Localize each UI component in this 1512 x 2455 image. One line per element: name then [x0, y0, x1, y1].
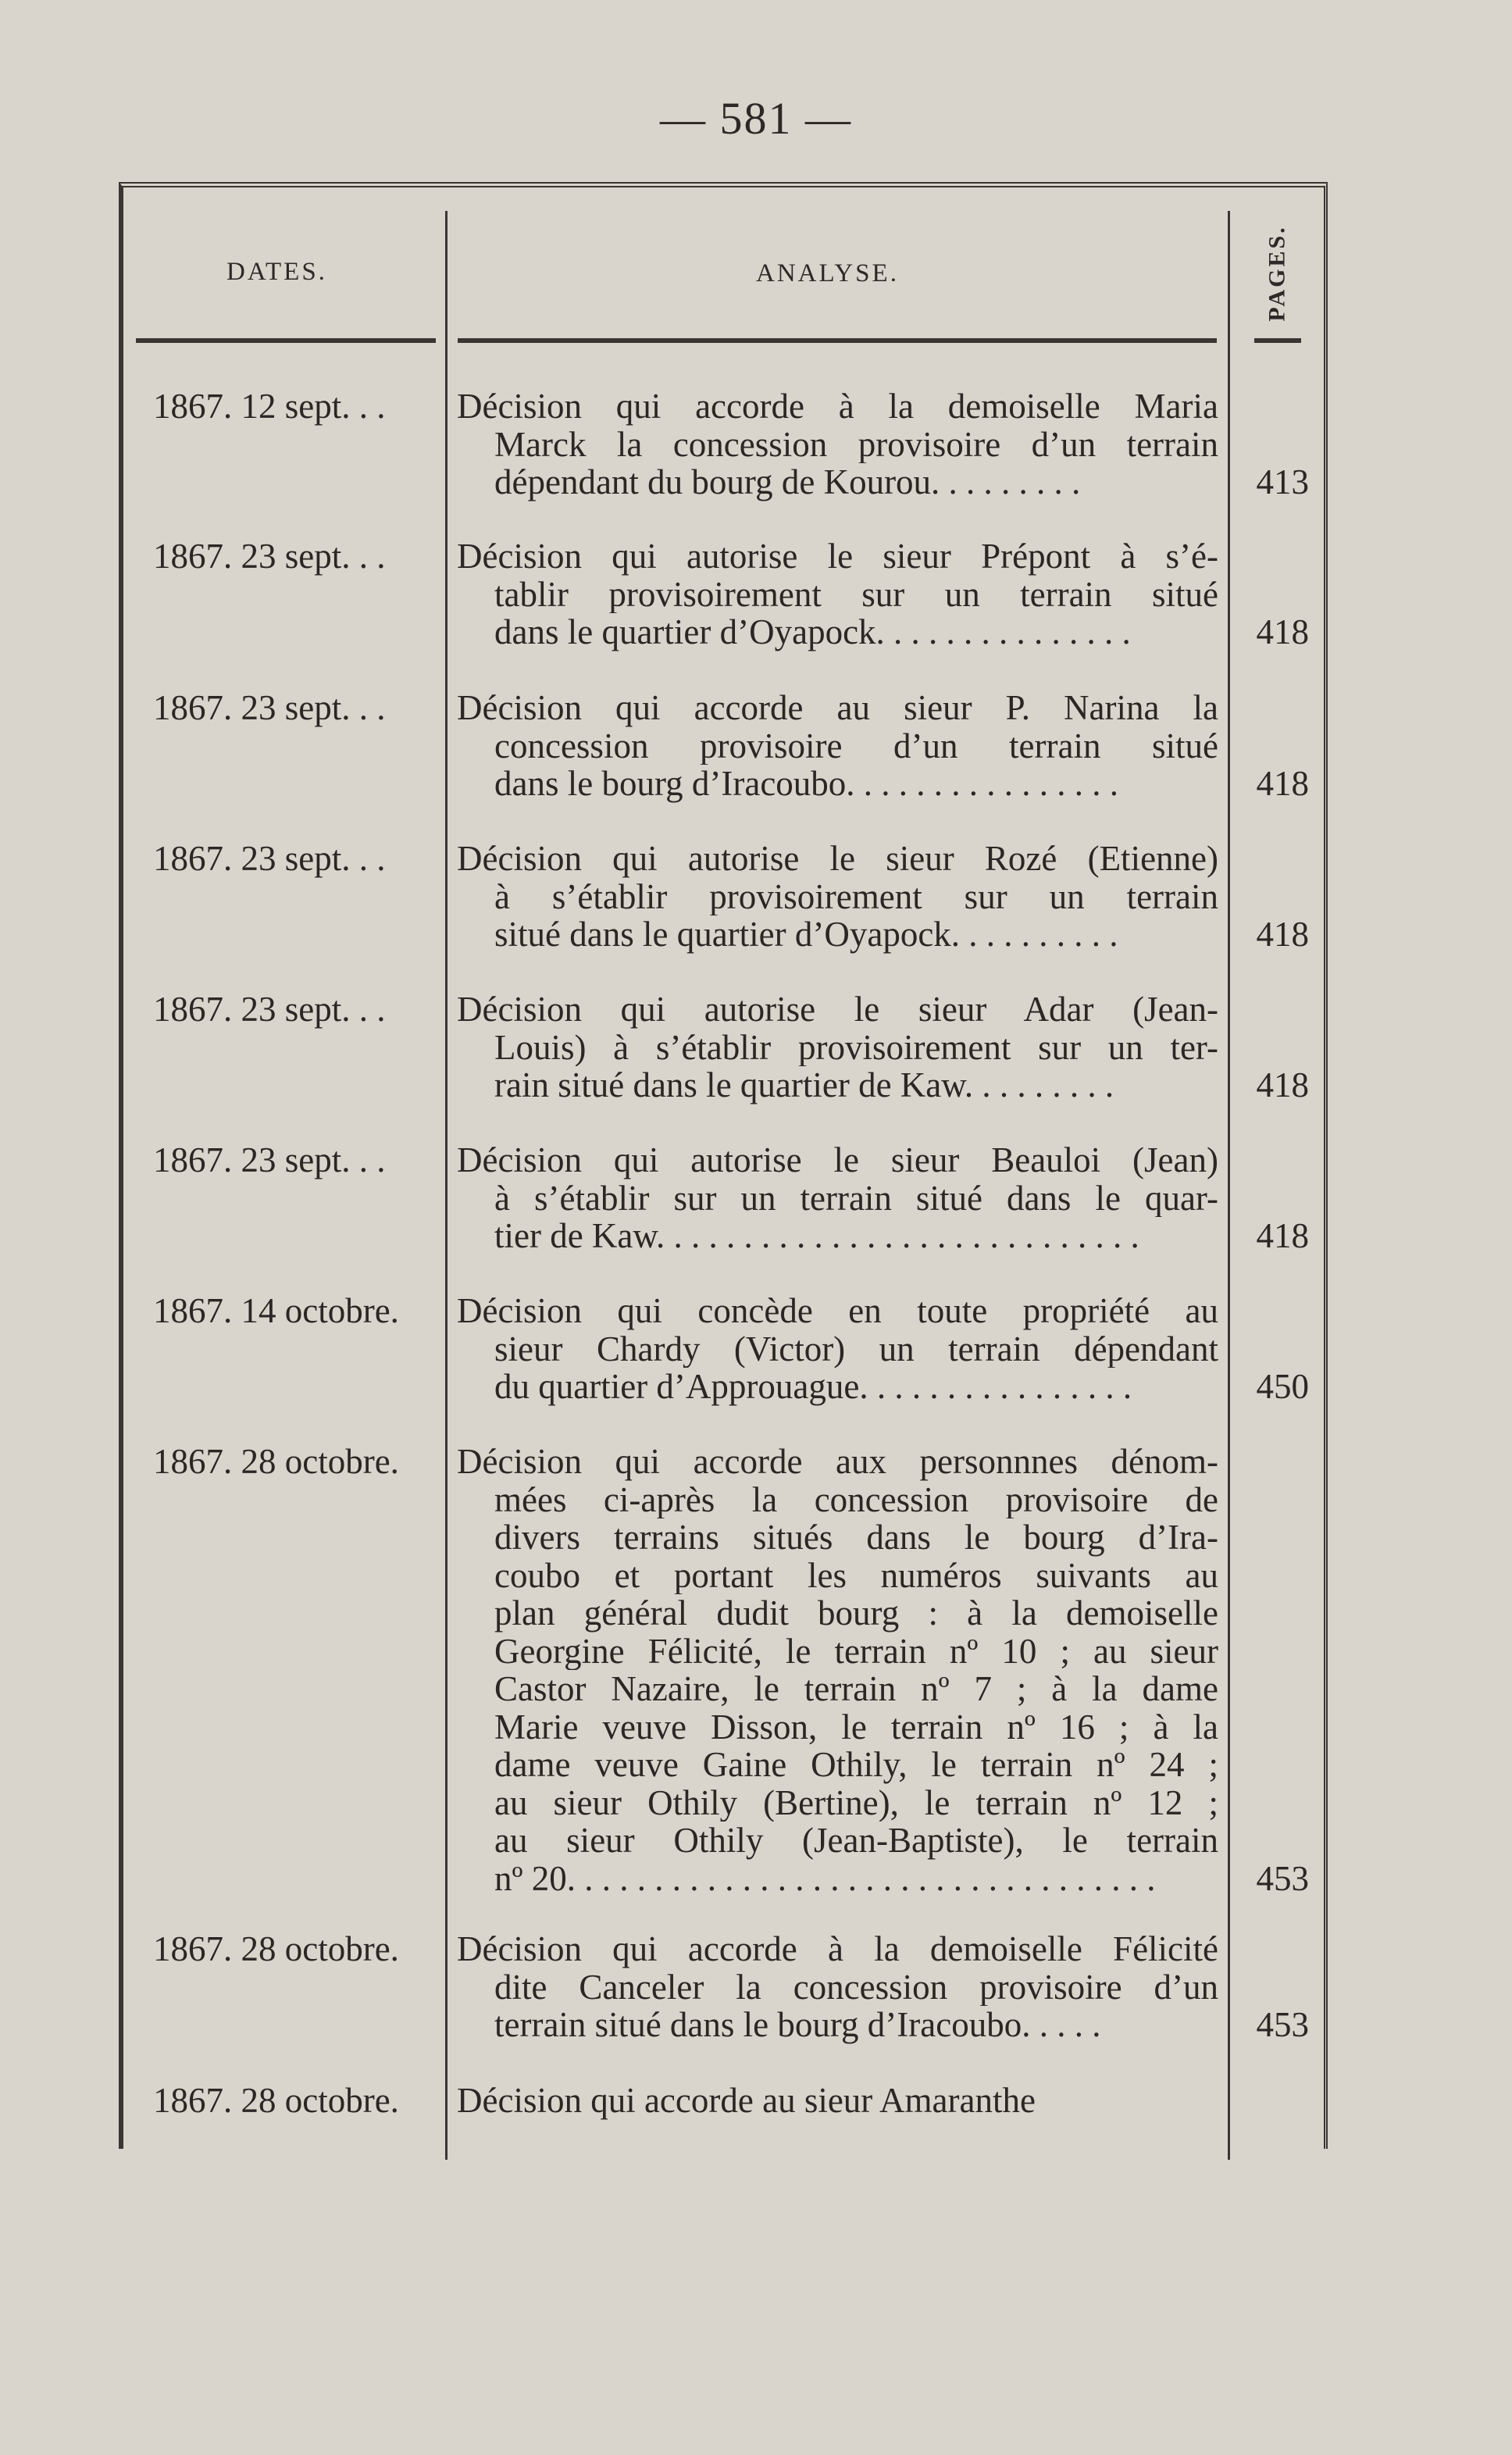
entry-analysis-line: du quartier d’Approuague. . . . . . . . . . . . . . . .: [494, 1368, 1132, 1406]
entry-analysis-line: Décision qui concède en toute propriété au: [457, 1292, 1218, 1330]
page-number: — 581 —: [660, 93, 852, 144]
entry-analysis-line: au sieur Othily (Bertine), le terrain nº 12 ;: [494, 1783, 1218, 1822]
entry-date: 1867. 23 sept. . .: [153, 990, 386, 1029]
entry-analysis-line: Décision qui autorise le sieur Adar (Jean-: [457, 990, 1218, 1029]
column-divider-dates: [445, 211, 448, 2160]
entry-analysis: [457, 1930, 1218, 2044]
entry-analysis-line: dans le bourg d’Iracoubo. . . . . . . . . . . . . . . .: [494, 765, 1119, 803]
entry-analysis-line: Décision qui autorise le sieur Rozé (Etienne): [457, 840, 1218, 878]
entry-analysis: [457, 537, 1218, 651]
entry-date: 1867. 23 sept. . .: [153, 839, 386, 878]
entry-analysis-line: Castor Nazaire, le terrain nº 7 ; à la dame: [494, 1670, 1218, 1708]
entry-analysis-line: au sieur Othily (Jean-Baptiste), le terrain: [494, 1822, 1218, 1860]
entry-analysis-line: sieur Chardy (Victor) un terrain dépendant: [494, 1329, 1218, 1368]
entry-date: 1867. 23 sept. . .: [153, 537, 386, 576]
entry-date: 1867. 23 sept. . .: [153, 1140, 386, 1179]
header-analyse: ANALYSE.: [756, 259, 899, 287]
entry-page: 418: [1256, 1065, 1309, 1104]
entry-analysis-line: Georgine Félicité, le terrain nº 10 ; au sieur: [494, 1632, 1218, 1670]
entry-page: 453: [1256, 1858, 1309, 1898]
entry-analysis-line: dame veuve Gaine Othily, le terrain nº 24 ;: [494, 1746, 1218, 1784]
entry-analysis-line: concession provisoire d’un terrain situé: [494, 726, 1218, 765]
entry-analysis: [457, 689, 1218, 803]
entry-analysis-line: Marck la concession provisoire d’un terrain: [494, 425, 1218, 463]
entry-date: 1867. 28 octobre.: [153, 2081, 399, 2120]
entry-analysis-line: tier de Kaw. . . . . . . . . . . . . . . . . . . . . . . . . . . .: [494, 1217, 1139, 1255]
entry-analysis-line: à s’établir provisoirement sur un terrain: [494, 877, 1218, 915]
entry-date: 1867. 14 octobre.: [153, 1291, 399, 1330]
entry-analysis-line: Louis) à s’établir provisoirement sur un ter-: [494, 1028, 1218, 1066]
entry-page: 418: [1256, 612, 1309, 651]
entry-analysis-line: nº 20. . . . . . . . . . . . . . . . . . . . . . . . . . . . . . . . . .: [494, 1859, 1156, 1897]
entry-page: 418: [1256, 764, 1309, 803]
entry-analysis: [457, 387, 1218, 501]
header-rule-analyse: [458, 338, 1217, 343]
entry-analysis-line: tablir provisoirement sur un terrain situé: [494, 575, 1218, 613]
header-pages-label: PAGES.: [1264, 225, 1291, 322]
entry-analysis: [457, 990, 1218, 1104]
entry-page: 413: [1256, 462, 1309, 501]
entry-analysis: [457, 840, 1218, 954]
entry-analysis-line: dans le quartier d’Oyapock. . . . . . . . . . . . . . .: [494, 613, 1131, 651]
entry-analysis-line: Décision qui accorde à la demoiselle Félicité: [457, 1930, 1218, 1968]
header-rule-dates: [136, 338, 436, 343]
entry-analysis-line: divers terrains situés dans le bourg d’Ira-: [494, 1518, 1218, 1557]
entry-analysis-line: terrain situé dans le bourg d’Iracoubo. . . . .: [494, 2006, 1101, 2044]
entry-analysis-line: dépendant du bourg de Kourou. . . . . . . . .: [494, 463, 1081, 501]
entry-analysis-line: Décision qui autorise le sieur Prépont à s’é-: [457, 537, 1218, 576]
entry-analysis-line: Décision qui accorde aux personnnes dénom-: [457, 1443, 1218, 1481]
entry-analysis-line: dite Canceler la concession provisoire d’un: [494, 1968, 1218, 2006]
entry-analysis-line: Marie veuve Disson, le terrain nº 16 ; à la: [494, 1707, 1218, 1746]
header-pages: [1246, 211, 1309, 336]
entry-page: 450: [1256, 1367, 1309, 1406]
entry-analysis-line: plan général dudit bourg : à la demoiselle: [494, 1594, 1218, 1633]
entry-analysis: [457, 1141, 1218, 1255]
entry-page: 418: [1256, 1216, 1309, 1255]
entry-analysis: [457, 1443, 1218, 1897]
entry-analysis: [457, 2082, 1218, 2120]
entry-analysis: [457, 1292, 1218, 1406]
entry-date: 1867. 23 sept. . .: [153, 688, 386, 727]
entry-analysis-line: rain situé dans le quartier de Kaw. . . . . . . . .: [494, 1066, 1114, 1104]
header-rule-pages: [1254, 338, 1301, 343]
entry-analysis-line: Décision qui autorise le sieur Beauloi (Jean): [457, 1141, 1218, 1179]
header-dates: DATES.: [226, 258, 327, 286]
entry-analysis-line: Décision qui accorde au sieur Amaranthe: [457, 2082, 1036, 2120]
entry-date: 1867. 28 octobre.: [153, 1929, 399, 1968]
entry-date: 1867. 12 sept. . .: [153, 387, 386, 426]
entry-analysis-line: Décision qui accorde au sieur P. Narina la: [457, 689, 1218, 727]
entry-analysis-line: coubo et portant les numéros suivants au: [494, 1556, 1218, 1594]
entry-page: 418: [1256, 915, 1309, 954]
entry-analysis-line: situé dans le quartier d’Oyapock. . . . . . . . . .: [494, 915, 1118, 954]
entry-analysis-line: mées ci-après la concession provisoire de: [494, 1480, 1218, 1518]
column-divider-pages: [1228, 211, 1230, 2160]
entry-analysis-line: à s’établir sur un terrain situé dans le quar-: [494, 1179, 1218, 1217]
entry-analysis-line: Décision qui accorde à la demoiselle Maria: [457, 387, 1218, 426]
entry-date: 1867. 28 octobre.: [153, 1442, 399, 1481]
entry-page: 453: [1256, 2005, 1309, 2044]
